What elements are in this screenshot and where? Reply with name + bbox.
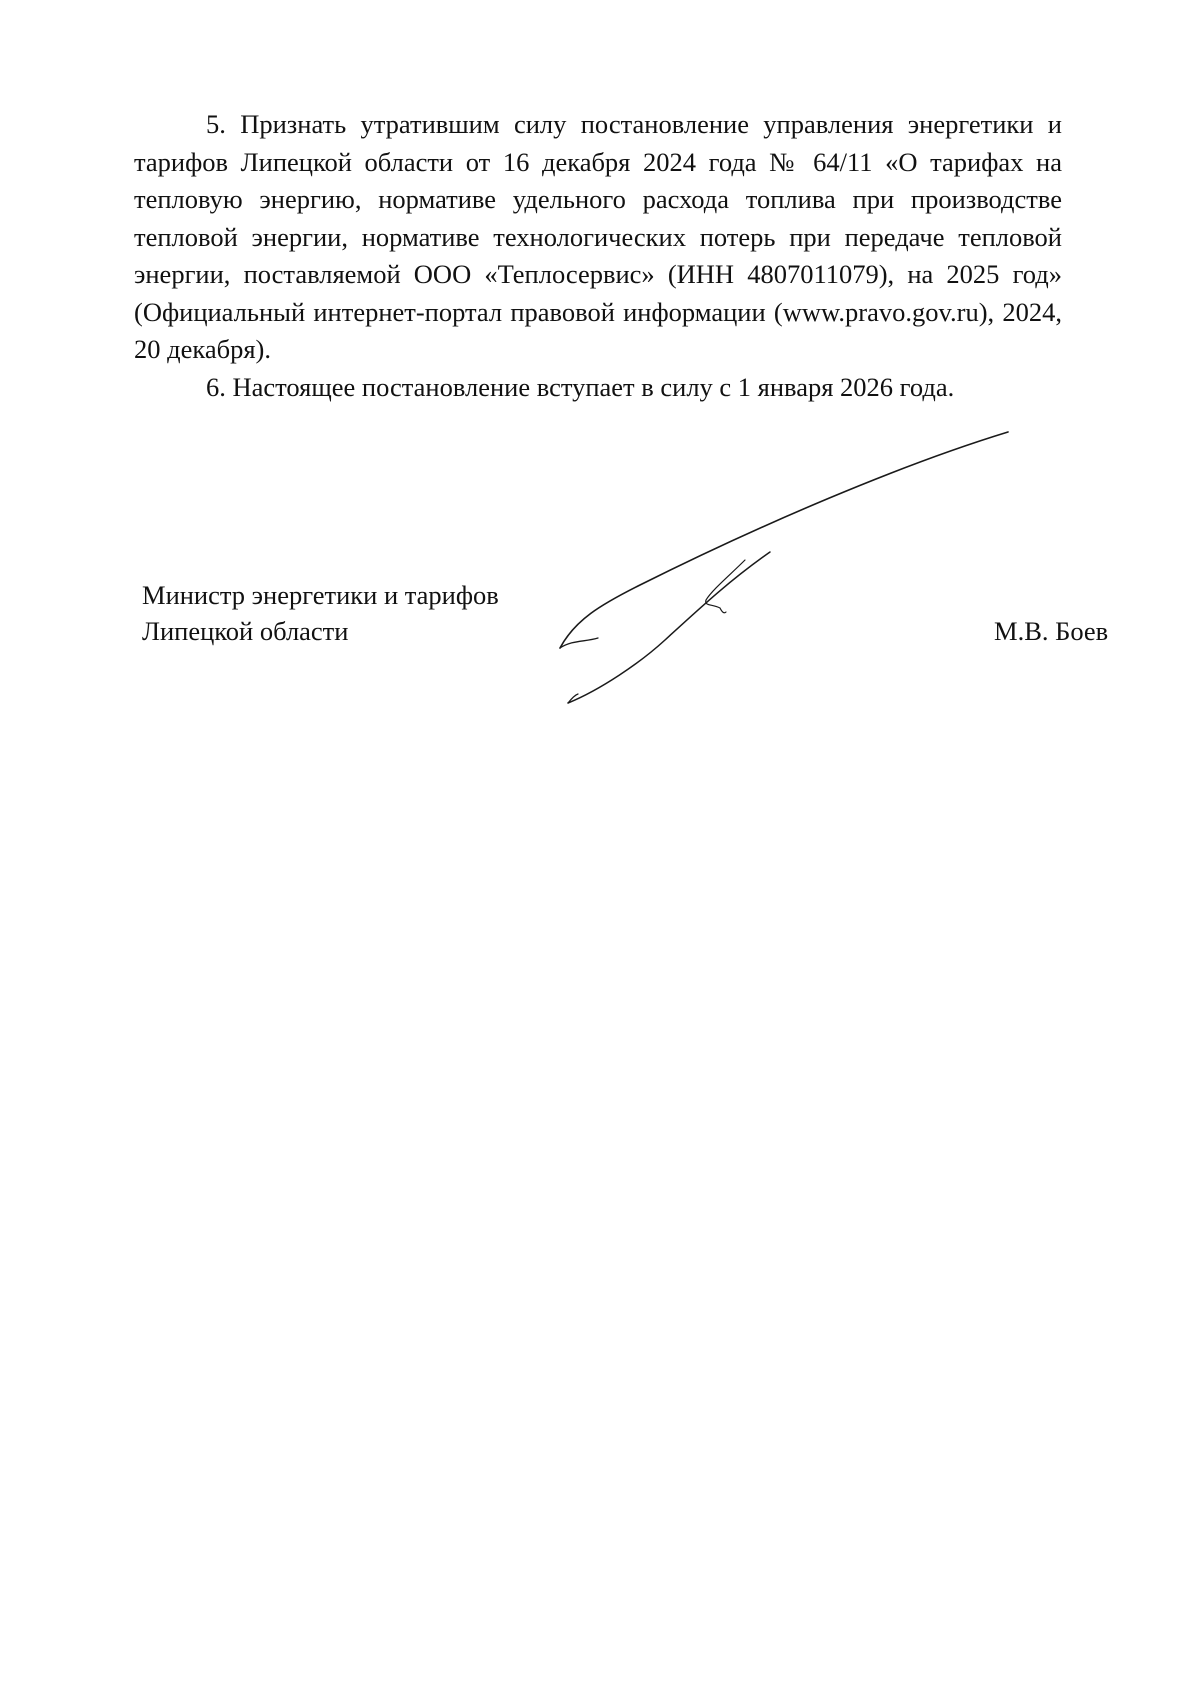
- signatory-position: [142, 577, 499, 649]
- paragraph-6: 6. Настоящее постановление вступает в силу с 1 января 2026 года.: [206, 371, 955, 402]
- signatory-name: М.В. Боев: [994, 616, 1109, 646]
- paragraph-5: 5. Признать утратившим силу постановление управления энергетики и тарифов Липецкой области от 16 декабря 2024 года № 64/11 «О тарифах на тепловую энергию, нормативе удельного расхода топлива при производстве тепловой энергии, нормативе технологических потерь при передаче тепловой энергии, поставляемой ООО «Теплосервис» (ИНН 4807011079), на 2025 год» (Официальный интернет-портал правовой информации (www.pravo.gov.ru), 2024, 20 декабря).: [134, 109, 1062, 364]
- signatory-position-line2: Липецкой области: [142, 616, 349, 646]
- signatory-position-line1: Министр энергетики и тарифов: [142, 580, 499, 610]
- document-body: [134, 106, 1062, 406]
